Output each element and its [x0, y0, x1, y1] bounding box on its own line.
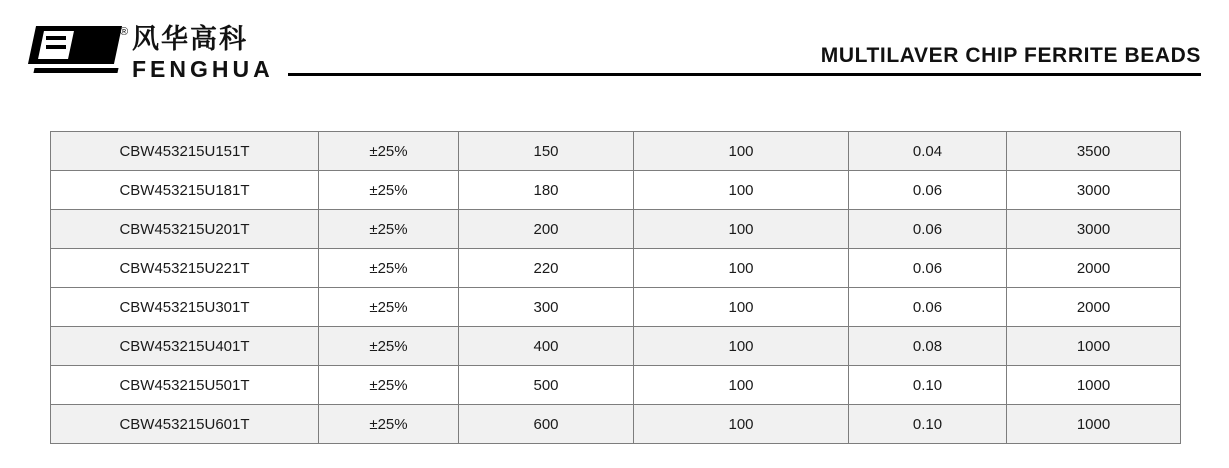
- cell-tolerance: ±25%: [319, 366, 459, 405]
- page-header: [0, 0, 1229, 104]
- cell-impedance: 500: [459, 366, 634, 405]
- cell-rated-current: 1000: [1007, 327, 1181, 366]
- table-row: [51, 132, 1181, 171]
- table-row: [51, 327, 1181, 366]
- cell-tolerance: ±25%: [319, 171, 459, 210]
- cell-impedance: 600: [459, 405, 634, 444]
- cell-tolerance: ±25%: [319, 249, 459, 288]
- cell-rated-current: 2000: [1007, 288, 1181, 327]
- cell-tolerance: ±25%: [319, 327, 459, 366]
- cell-test-frequency: 100: [634, 327, 849, 366]
- table-row: [51, 249, 1181, 288]
- page-title: MULTILAVER CHIP FERRITE BEADS: [820, 44, 1201, 67]
- cell-test-frequency: 100: [634, 288, 849, 327]
- cell-part-number: CBW453215U221T: [51, 249, 319, 288]
- brand-name-chinese: 风华高科: [132, 24, 248, 55]
- cell-dc-resistance: 0.06: [849, 288, 1007, 327]
- spec-table-body: [51, 132, 1181, 444]
- cell-dc-resistance: 0.06: [849, 171, 1007, 210]
- brand-logo: [32, 26, 274, 83]
- cell-part-number: CBW453215U201T: [51, 210, 319, 249]
- cell-test-frequency: 100: [634, 405, 849, 444]
- cell-tolerance: ±25%: [319, 132, 459, 171]
- registered-trademark-icon: ®: [120, 26, 129, 38]
- cell-part-number: CBW453215U401T: [51, 327, 319, 366]
- cell-impedance: 220: [459, 249, 634, 288]
- cell-tolerance: ±25%: [319, 405, 459, 444]
- fenghua-logo-icon: [32, 26, 129, 76]
- table-row: [51, 171, 1181, 210]
- cell-impedance: 150: [459, 132, 634, 171]
- cell-test-frequency: 100: [634, 210, 849, 249]
- header-divider: [288, 73, 1201, 76]
- spec-table-container: [50, 131, 1180, 444]
- cell-part-number: CBW453215U601T: [51, 405, 319, 444]
- cell-rated-current: 2000: [1007, 249, 1181, 288]
- cell-rated-current: 3000: [1007, 210, 1181, 249]
- cell-rated-current: 3000: [1007, 171, 1181, 210]
- cell-part-number: CBW453215U301T: [51, 288, 319, 327]
- table-row: [51, 288, 1181, 327]
- cell-rated-current: 1000: [1007, 405, 1181, 444]
- cell-test-frequency: 100: [634, 132, 849, 171]
- spec-table: [50, 131, 1181, 444]
- cell-dc-resistance: 0.10: [849, 366, 1007, 405]
- cell-part-number: CBW453215U181T: [51, 171, 319, 210]
- brand-text: [132, 26, 274, 83]
- cell-rated-current: 3500: [1007, 132, 1181, 171]
- cell-tolerance: ±25%: [319, 288, 459, 327]
- cell-tolerance: ±25%: [319, 210, 459, 249]
- brand-name-english: FENGHUA: [132, 56, 274, 83]
- cell-dc-resistance: 0.10: [849, 405, 1007, 444]
- cell-test-frequency: 100: [634, 249, 849, 288]
- cell-dc-resistance: 0.08: [849, 327, 1007, 366]
- cell-impedance: 400: [459, 327, 634, 366]
- table-row: [51, 405, 1181, 444]
- cell-part-number: CBW453215U151T: [51, 132, 319, 171]
- cell-rated-current: 1000: [1007, 366, 1181, 405]
- cell-dc-resistance: 0.04: [849, 132, 1007, 171]
- cell-dc-resistance: 0.06: [849, 210, 1007, 249]
- cell-test-frequency: 100: [634, 366, 849, 405]
- table-row: [51, 366, 1181, 405]
- cell-impedance: 300: [459, 288, 634, 327]
- cell-test-frequency: 100: [634, 171, 849, 210]
- cell-dc-resistance: 0.06: [849, 249, 1007, 288]
- cell-impedance: 180: [459, 171, 634, 210]
- cell-part-number: CBW453215U501T: [51, 366, 319, 405]
- table-row: [51, 210, 1181, 249]
- cell-impedance: 200: [459, 210, 634, 249]
